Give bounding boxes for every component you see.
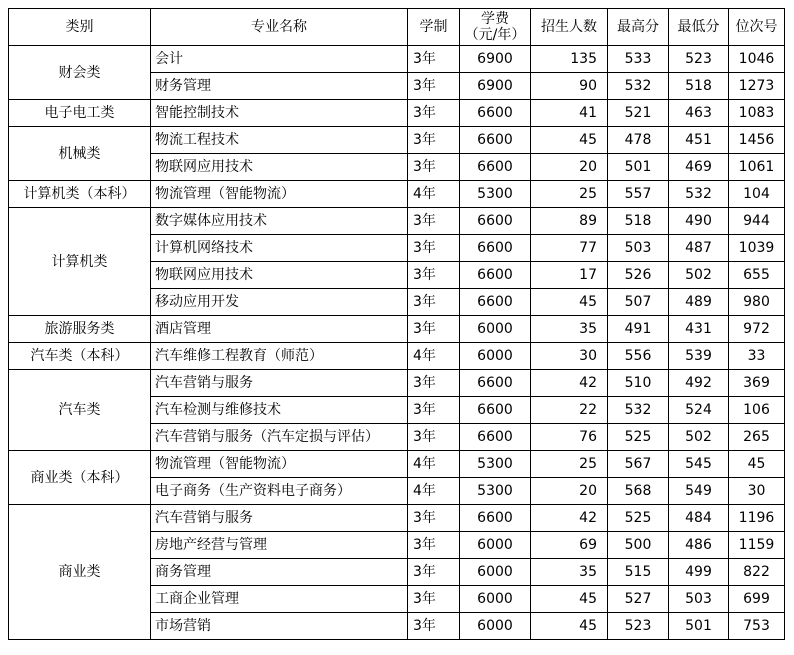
min-score-cell: 545 bbox=[669, 451, 729, 478]
fee-cell: 6900 bbox=[460, 46, 531, 73]
fee-cell: 6600 bbox=[460, 424, 531, 451]
table-row bbox=[9, 343, 785, 370]
major-cell: 物联网应用技术 bbox=[151, 154, 408, 181]
duration-cell: 3年 bbox=[408, 289, 460, 316]
header-enroll: 招生人数 bbox=[531, 9, 608, 46]
major-cell: 汽车营销与服务 bbox=[151, 370, 408, 397]
table-row bbox=[9, 181, 785, 208]
enroll-cell: 90 bbox=[531, 73, 608, 100]
duration-cell: 3年 bbox=[408, 370, 460, 397]
max-score-cell: 491 bbox=[608, 316, 669, 343]
rank-cell: 265 bbox=[729, 424, 785, 451]
enroll-cell: 22 bbox=[531, 397, 608, 424]
rank-cell: 972 bbox=[729, 316, 785, 343]
duration-cell: 3年 bbox=[408, 208, 460, 235]
enroll-cell: 135 bbox=[531, 46, 608, 73]
rank-cell: 30 bbox=[729, 478, 785, 505]
min-score-cell: 499 bbox=[669, 559, 729, 586]
major-cell: 汽车营销与服务 bbox=[151, 505, 408, 532]
max-score-cell: 503 bbox=[608, 235, 669, 262]
category-cell: 电子电工类 bbox=[9, 100, 151, 127]
table-row bbox=[9, 451, 785, 478]
max-score-cell: 525 bbox=[608, 424, 669, 451]
fee-cell: 6600 bbox=[460, 208, 531, 235]
table-body bbox=[9, 46, 785, 640]
max-score-cell: 515 bbox=[608, 559, 669, 586]
header-row bbox=[9, 9, 785, 46]
admission-table bbox=[8, 8, 785, 640]
category-cell: 旅游服务类 bbox=[9, 316, 151, 343]
enroll-cell: 45 bbox=[531, 586, 608, 613]
duration-cell: 3年 bbox=[408, 613, 460, 640]
min-score-cell: 431 bbox=[669, 316, 729, 343]
category-cell: 财会类 bbox=[9, 46, 151, 100]
fee-cell: 6600 bbox=[460, 262, 531, 289]
min-score-cell: 463 bbox=[669, 100, 729, 127]
rank-cell: 33 bbox=[729, 343, 785, 370]
rank-cell: 1456 bbox=[729, 127, 785, 154]
enroll-cell: 42 bbox=[531, 370, 608, 397]
min-score-cell: 490 bbox=[669, 208, 729, 235]
rank-cell: 45 bbox=[729, 451, 785, 478]
major-cell: 移动应用开发 bbox=[151, 289, 408, 316]
min-score-cell: 539 bbox=[669, 343, 729, 370]
fee-cell: 5300 bbox=[460, 451, 531, 478]
fee-cell: 6600 bbox=[460, 289, 531, 316]
enroll-cell: 42 bbox=[531, 505, 608, 532]
min-score-cell: 484 bbox=[669, 505, 729, 532]
enroll-cell: 25 bbox=[531, 451, 608, 478]
rank-cell: 822 bbox=[729, 559, 785, 586]
major-cell: 商务管理 bbox=[151, 559, 408, 586]
duration-cell: 4年 bbox=[408, 478, 460, 505]
min-score-cell: 549 bbox=[669, 478, 729, 505]
major-cell: 物流工程技术 bbox=[151, 127, 408, 154]
major-cell: 物联网应用技术 bbox=[151, 262, 408, 289]
min-score-cell: 532 bbox=[669, 181, 729, 208]
header-fee-line2: （元/年） bbox=[464, 27, 526, 43]
category-cell: 计算机类（本科） bbox=[9, 181, 151, 208]
fee-cell: 6000 bbox=[460, 613, 531, 640]
fee-cell: 6600 bbox=[460, 235, 531, 262]
major-cell: 汽车检测与维修技术 bbox=[151, 397, 408, 424]
table-row bbox=[9, 316, 785, 343]
max-score-cell: 500 bbox=[608, 532, 669, 559]
table-row bbox=[9, 127, 785, 154]
min-score-cell: 486 bbox=[669, 532, 729, 559]
min-score-cell: 503 bbox=[669, 586, 729, 613]
duration-cell: 3年 bbox=[408, 46, 460, 73]
rank-cell: 369 bbox=[729, 370, 785, 397]
category-cell: 计算机类 bbox=[9, 208, 151, 316]
duration-cell: 3年 bbox=[408, 505, 460, 532]
rank-cell: 944 bbox=[729, 208, 785, 235]
table-row bbox=[9, 208, 785, 235]
min-score-cell: 492 bbox=[669, 370, 729, 397]
enroll-cell: 30 bbox=[531, 343, 608, 370]
min-score-cell: 469 bbox=[669, 154, 729, 181]
duration-cell: 3年 bbox=[408, 586, 460, 613]
rank-cell: 104 bbox=[729, 181, 785, 208]
header-duration: 学制 bbox=[408, 9, 460, 46]
major-cell: 房地产经营与管理 bbox=[151, 532, 408, 559]
max-score-cell: 533 bbox=[608, 46, 669, 73]
duration-cell: 3年 bbox=[408, 397, 460, 424]
enroll-cell: 35 bbox=[531, 559, 608, 586]
max-score-cell: 507 bbox=[608, 289, 669, 316]
fee-cell: 6600 bbox=[460, 397, 531, 424]
major-cell: 酒店管理 bbox=[151, 316, 408, 343]
duration-cell: 3年 bbox=[408, 100, 460, 127]
header-category: 类别 bbox=[9, 9, 151, 46]
rank-cell: 1196 bbox=[729, 505, 785, 532]
header-fee-line1: 学费 bbox=[481, 11, 509, 27]
enroll-cell: 17 bbox=[531, 262, 608, 289]
enroll-cell: 41 bbox=[531, 100, 608, 127]
rank-cell: 753 bbox=[729, 613, 785, 640]
max-score-cell: 501 bbox=[608, 154, 669, 181]
duration-cell: 3年 bbox=[408, 127, 460, 154]
major-cell: 物流管理（智能物流） bbox=[151, 451, 408, 478]
fee-cell: 5300 bbox=[460, 478, 531, 505]
duration-cell: 3年 bbox=[408, 262, 460, 289]
table-row bbox=[9, 370, 785, 397]
rank-cell: 106 bbox=[729, 397, 785, 424]
major-cell: 财务管理 bbox=[151, 73, 408, 100]
max-score-cell: 523 bbox=[608, 613, 669, 640]
max-score-cell: 532 bbox=[608, 73, 669, 100]
max-score-cell: 568 bbox=[608, 478, 669, 505]
max-score-cell: 478 bbox=[608, 127, 669, 154]
duration-cell: 3年 bbox=[408, 235, 460, 262]
enroll-cell: 89 bbox=[531, 208, 608, 235]
enroll-cell: 76 bbox=[531, 424, 608, 451]
duration-cell: 4年 bbox=[408, 451, 460, 478]
max-score-cell: 557 bbox=[608, 181, 669, 208]
major-cell: 市场营销 bbox=[151, 613, 408, 640]
enroll-cell: 20 bbox=[531, 154, 608, 181]
max-score-cell: 525 bbox=[608, 505, 669, 532]
enroll-cell: 45 bbox=[531, 613, 608, 640]
fee-cell: 6000 bbox=[460, 559, 531, 586]
major-cell: 电子商务（生产资料电子商务） bbox=[151, 478, 408, 505]
major-cell: 会计 bbox=[151, 46, 408, 73]
rank-cell: 980 bbox=[729, 289, 785, 316]
fee-cell: 5300 bbox=[460, 181, 531, 208]
enroll-cell: 45 bbox=[531, 289, 608, 316]
max-score-cell: 567 bbox=[608, 451, 669, 478]
enroll-cell: 35 bbox=[531, 316, 608, 343]
rank-cell: 1061 bbox=[729, 154, 785, 181]
rank-cell: 1273 bbox=[729, 73, 785, 100]
category-cell: 汽车类 bbox=[9, 370, 151, 451]
fee-cell: 6000 bbox=[460, 586, 531, 613]
enroll-cell: 69 bbox=[531, 532, 608, 559]
enroll-cell: 77 bbox=[531, 235, 608, 262]
min-score-cell: 502 bbox=[669, 262, 729, 289]
rank-cell: 1046 bbox=[729, 46, 785, 73]
header-fee bbox=[460, 9, 531, 46]
table-row bbox=[9, 100, 785, 127]
max-score-cell: 521 bbox=[608, 100, 669, 127]
rank-cell: 1083 bbox=[729, 100, 785, 127]
max-score-cell: 510 bbox=[608, 370, 669, 397]
min-score-cell: 524 bbox=[669, 397, 729, 424]
max-score-cell: 527 bbox=[608, 586, 669, 613]
rank-cell: 1039 bbox=[729, 235, 785, 262]
duration-cell: 4年 bbox=[408, 181, 460, 208]
fee-cell: 6600 bbox=[460, 505, 531, 532]
major-cell: 物流管理（智能物流） bbox=[151, 181, 408, 208]
major-cell: 计算机网络技术 bbox=[151, 235, 408, 262]
major-cell: 汽车维修工程教育（师范） bbox=[151, 343, 408, 370]
fee-cell: 6900 bbox=[460, 73, 531, 100]
max-score-cell: 532 bbox=[608, 397, 669, 424]
duration-cell: 3年 bbox=[408, 424, 460, 451]
min-score-cell: 502 bbox=[669, 424, 729, 451]
min-score-cell: 489 bbox=[669, 289, 729, 316]
category-cell: 商业类（本科） bbox=[9, 451, 151, 505]
max-score-cell: 526 bbox=[608, 262, 669, 289]
header-major: 专业名称 bbox=[151, 9, 408, 46]
max-score-cell: 518 bbox=[608, 208, 669, 235]
duration-cell: 4年 bbox=[408, 343, 460, 370]
rank-cell: 1159 bbox=[729, 532, 785, 559]
fee-cell: 6600 bbox=[460, 154, 531, 181]
fee-cell: 6600 bbox=[460, 100, 531, 127]
duration-cell: 3年 bbox=[408, 73, 460, 100]
min-score-cell: 451 bbox=[669, 127, 729, 154]
duration-cell: 3年 bbox=[408, 559, 460, 586]
major-cell: 数字媒体应用技术 bbox=[151, 208, 408, 235]
fee-cell: 6000 bbox=[460, 316, 531, 343]
header-min-score: 最低分 bbox=[669, 9, 729, 46]
min-score-cell: 518 bbox=[669, 73, 729, 100]
category-cell: 机械类 bbox=[9, 127, 151, 181]
table-row bbox=[9, 505, 785, 532]
min-score-cell: 487 bbox=[669, 235, 729, 262]
table-row bbox=[9, 46, 785, 73]
rank-cell: 655 bbox=[729, 262, 785, 289]
enroll-cell: 20 bbox=[531, 478, 608, 505]
major-cell: 汽车营销与服务（汽车定损与评估） bbox=[151, 424, 408, 451]
duration-cell: 3年 bbox=[408, 154, 460, 181]
enroll-cell: 45 bbox=[531, 127, 608, 154]
rank-cell: 699 bbox=[729, 586, 785, 613]
duration-cell: 3年 bbox=[408, 532, 460, 559]
category-cell: 商业类 bbox=[9, 505, 151, 640]
header-max-score: 最高分 bbox=[608, 9, 669, 46]
fee-cell: 6600 bbox=[460, 127, 531, 154]
enroll-cell: 25 bbox=[531, 181, 608, 208]
min-score-cell: 523 bbox=[669, 46, 729, 73]
fee-cell: 6000 bbox=[460, 532, 531, 559]
fee-cell: 6000 bbox=[460, 343, 531, 370]
min-score-cell: 501 bbox=[669, 613, 729, 640]
header-rank: 位次号 bbox=[729, 9, 785, 46]
major-cell: 智能控制技术 bbox=[151, 100, 408, 127]
category-cell: 汽车类（本科） bbox=[9, 343, 151, 370]
major-cell: 工商企业管理 bbox=[151, 586, 408, 613]
duration-cell: 3年 bbox=[408, 316, 460, 343]
fee-cell: 6600 bbox=[460, 370, 531, 397]
max-score-cell: 556 bbox=[608, 343, 669, 370]
